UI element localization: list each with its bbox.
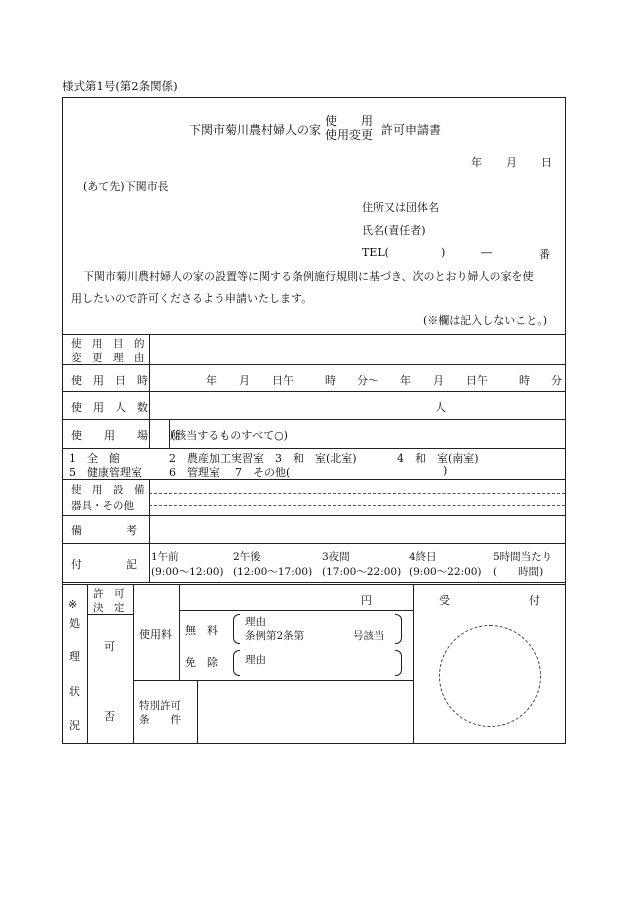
free-reason-label: 理由 [245, 616, 266, 628]
slot-1-name: 1午前 [151, 551, 179, 563]
addressee: (あて先)下関市長 [83, 180, 169, 193]
status-char-2: 理 [69, 650, 80, 663]
applicant-tel: TEL( [362, 246, 389, 259]
place-note: (該当するものすべて○) [171, 429, 288, 442]
fee-label: 使用料 [139, 628, 172, 641]
place-option-7-close: ) [443, 464, 448, 477]
reject-label: 否 [104, 710, 115, 723]
form-number: 様式第1号(第2条関係) [62, 79, 178, 93]
title-option-use: 使 用 [325, 114, 374, 128]
place-option-1: 1 全 館 [69, 452, 120, 465]
status-char-4: 況 [69, 719, 80, 732]
slot-5-name: 5時間当たり [493, 551, 553, 563]
body-line-1: 下関市菊川農村婦人の家の設置等に関する条例施行規則に基づき、次のとおり婦人の家を使 [83, 270, 534, 283]
slot-3-name: 3夜間 [322, 551, 350, 563]
decision-label-1: 許 可 [93, 588, 125, 600]
receipt-char-1: 受 [439, 594, 450, 607]
applicant-address: 住所又は団体名 [362, 201, 439, 214]
dt-from-min: 分〜 [357, 374, 379, 387]
dt-from-hour: 時 [325, 374, 336, 387]
equip-label-1: 使 用 設 備 [71, 484, 145, 496]
special-label-1: 特別許可 [139, 700, 181, 712]
slot-1-time: (9:00〜12:00) [151, 566, 224, 578]
ordinance-label: 条例第2条第 [245, 630, 305, 642]
application-form [62, 97, 566, 744]
yen-label: 円 [361, 594, 372, 607]
date-day: 日 [541, 156, 552, 169]
place-option-4: 4 和 室(南室) [397, 452, 479, 465]
slot-4-time: (9:00〜22:00) [409, 566, 482, 578]
dt-from-month: 月 [239, 374, 250, 387]
datetime-label: 使 用 日 時 [71, 374, 148, 387]
time-label: 付 記 [71, 558, 137, 571]
place-label: 使 用 場 所 [71, 429, 181, 442]
place-option-2: 2 農産加工実習室 [169, 452, 264, 465]
applicant-name: 氏名(責任者) [362, 224, 426, 237]
receipt-char-2: 付 [529, 594, 540, 607]
dt-from-day: 日午 [272, 374, 294, 387]
date-month: 月 [506, 156, 517, 169]
receipt-stamp-circle [439, 625, 541, 727]
place-option-7: 7 その他( [235, 466, 291, 479]
clause-label: 号該当 [353, 630, 385, 642]
dt-to-min: 分 [551, 374, 562, 387]
dt-from-year: 年 [206, 374, 217, 387]
place-option-6: 6 管理室 [169, 466, 220, 479]
title-suffix: 許可申請書 [381, 123, 442, 137]
free-label: 無 料 [185, 624, 218, 637]
dt-to-year: 年 [400, 374, 411, 387]
dt-to-month: 月 [433, 374, 444, 387]
title-main: 下関市菊川農村婦人の家 [189, 123, 322, 137]
status-char-3: 状 [69, 685, 80, 698]
title-option-change: 使用変更 [325, 128, 374, 142]
remarks-label: 備 考 [71, 524, 137, 537]
body-line-2: 用したいので許可くださるよう申請いたします。 [71, 292, 313, 305]
applicant-tel-ban: 番 [539, 248, 550, 261]
exempt-reason-label: 理由 [245, 654, 266, 666]
approve-label: 可 [104, 640, 115, 653]
slot-2-name: 2午後 [233, 551, 261, 563]
people-unit: 人 [435, 401, 446, 414]
body-note: (※欄は記入しないこと。) [423, 314, 548, 327]
exempt-label: 免 除 [185, 656, 218, 669]
purpose-label-2: 変 更 理 由 [71, 352, 145, 364]
slot-2-time: (12:00〜17:00) [233, 566, 313, 578]
slot-3-time: (17:00〜22:00) [322, 566, 402, 578]
applicant-tel-dash: ― [481, 246, 492, 259]
slot-4-name: 4終日 [409, 551, 437, 563]
date-year: 年 [471, 156, 482, 169]
processing-mark: ※ [68, 598, 78, 611]
special-label-2: 条 件 [139, 714, 181, 726]
applicant-tel-close: ) [441, 246, 446, 259]
people-label: 使 用 人 数 [71, 401, 148, 414]
decision-label-2: 決 定 [93, 602, 125, 614]
purpose-label-1: 使 用 目 的 [71, 338, 145, 350]
equip-label-2: 器具・その他 [71, 500, 134, 512]
status-char-1: 処 [69, 617, 80, 630]
place-option-3: 3 和 室(北室) [275, 452, 357, 465]
place-option-5: 5 健康管理室 [69, 466, 142, 479]
dt-to-hour: 時 [519, 374, 530, 387]
slot-5-time: ( 時間) [493, 566, 544, 578]
dt-to-day: 日午 [466, 374, 488, 387]
